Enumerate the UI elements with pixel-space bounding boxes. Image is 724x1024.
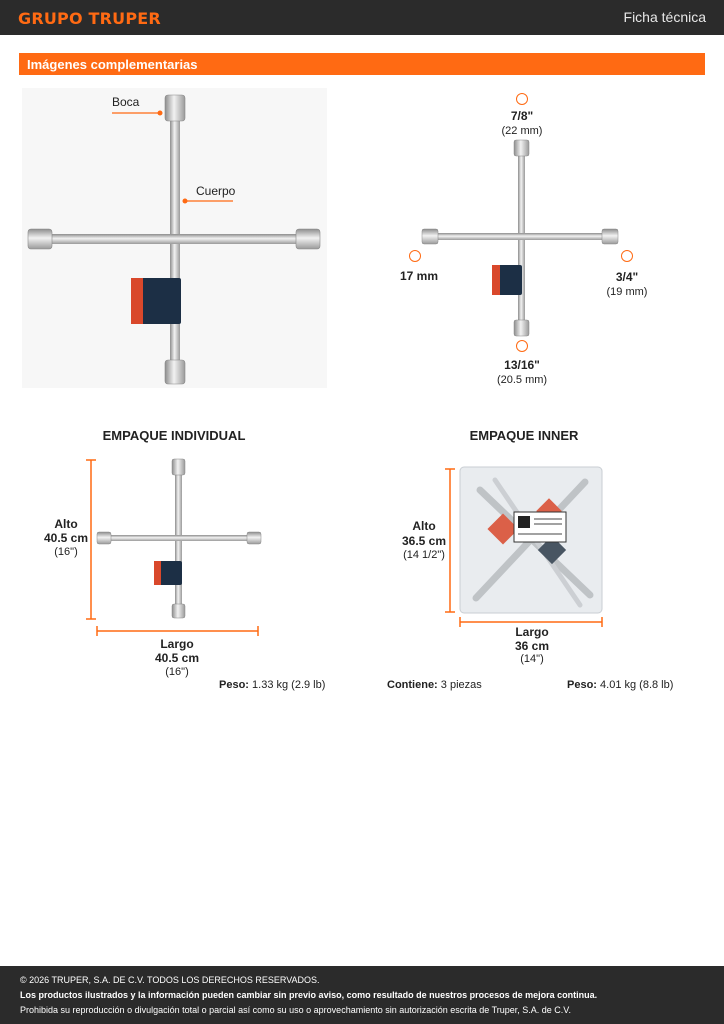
individual-alto-in: (16") bbox=[54, 546, 78, 558]
heading-empaque-inner: EMPAQUE INNER bbox=[469, 428, 579, 443]
footer-notice: Los productos ilustrados y la información pueden cambiar sin previo aviso, como resultado de nuestros procesos de mejora continua. bbox=[20, 990, 598, 1000]
label-cuerpo: Cuerpo bbox=[196, 184, 236, 198]
inner-largo-cm: 36 cm bbox=[514, 639, 550, 653]
inner-peso-value: 4.01 kg (8.8 lb) bbox=[600, 679, 674, 691]
size-right-in: 3/4" bbox=[615, 270, 639, 284]
size-marker-bottom bbox=[516, 340, 528, 352]
inner-largo-in: (14") bbox=[520, 653, 544, 665]
size-bottom-mm: (20.5 mm) bbox=[496, 374, 548, 386]
individual-largo-in: (16") bbox=[165, 666, 189, 678]
brand-logo: GRUPO TRUPER bbox=[18, 9, 161, 28]
footer-legal: Prohibida su reproducción o divulgación total o parcial así como su uso o aprovechamiento sin autorización escrita de Truper, S.A. de C.V. bbox=[20, 1005, 571, 1015]
inner-contiene bbox=[387, 679, 482, 691]
individual-peso-label: Peso: bbox=[219, 679, 249, 691]
size-right-mm: (19 mm) bbox=[606, 286, 648, 298]
individual-largo-cm: 40.5 cm bbox=[154, 651, 200, 665]
individual-alto-label: Alto bbox=[54, 517, 78, 531]
size-top-in: 7/8" bbox=[510, 109, 534, 123]
footer-copyright: © 2026 TRUPER, S.A. DE C.V. TODOS LOS DERECHOS RESERVADOS. bbox=[20, 975, 320, 985]
inner-peso-label: Peso: bbox=[567, 679, 597, 691]
size-bottom-in: 13/16" bbox=[504, 358, 540, 372]
size-marker-top bbox=[516, 93, 528, 105]
individual-peso-value: 1.33 kg (2.9 lb) bbox=[252, 679, 326, 691]
section-title: Imágenes complementarias bbox=[27, 57, 198, 72]
inner-contiene-value: 3 piezas bbox=[440, 679, 482, 691]
footer bbox=[0, 966, 724, 1024]
heading-empaque-individual: EMPAQUE INDIVIDUAL bbox=[102, 428, 246, 443]
inner-alto-in: (14 1/2") bbox=[403, 549, 445, 561]
size-top-mm: (22 mm) bbox=[501, 125, 543, 137]
inner-alto-label: Alto bbox=[412, 519, 436, 533]
size-left: 17 mm bbox=[400, 269, 439, 283]
size-marker-right bbox=[621, 250, 633, 262]
inner-largo-label: Largo bbox=[515, 625, 549, 639]
label-boca: Boca bbox=[112, 95, 140, 109]
inner-alto-cm: 36.5 cm bbox=[401, 534, 447, 548]
individual-alto-cm: 40.5 cm bbox=[43, 531, 89, 545]
size-marker-left bbox=[409, 250, 421, 262]
inner-contiene-label: Contiene: bbox=[387, 679, 438, 691]
individual-peso bbox=[219, 679, 325, 691]
individual-largo-label: Largo bbox=[160, 637, 194, 651]
document-type: Ficha técnica bbox=[623, 9, 706, 25]
inner-peso bbox=[567, 679, 673, 691]
